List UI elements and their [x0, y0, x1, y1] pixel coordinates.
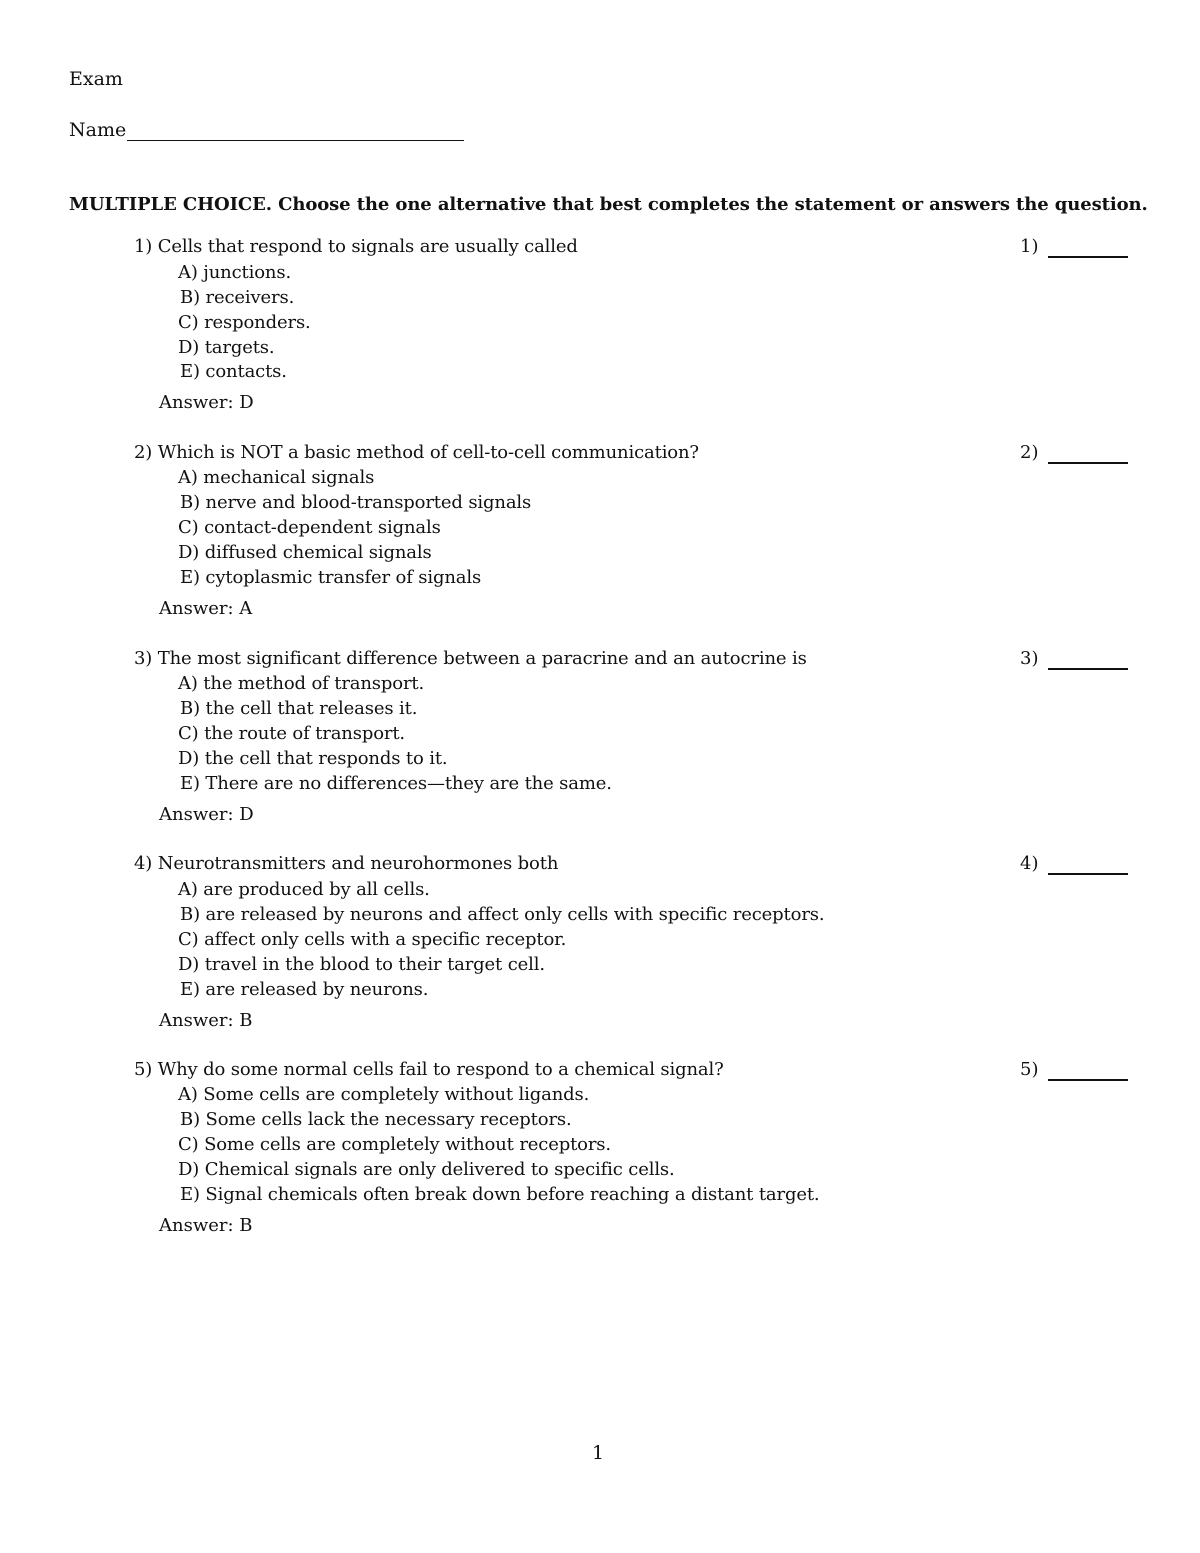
option-a: A) Some cells are completely without ligands.: [178, 1084, 590, 1105]
question-5: [0, 1059, 1200, 1259]
option-c: C) Some cells are completely without receptors.: [178, 1134, 611, 1155]
name-line: [69, 119, 464, 141]
question-1: [0, 236, 1200, 436]
option-d: D) the cell that responds to it.: [178, 748, 448, 769]
answer-blank: [1048, 1079, 1128, 1081]
option-c: C) contact-dependent signals: [178, 517, 441, 538]
answer-key: Answer: D: [159, 804, 254, 825]
option-d: D) travel in the blood to their target cell.: [178, 954, 545, 975]
question-stem: 1) Cells that respond to signals are usually called: [134, 236, 578, 257]
option-b: B) nerve and blood-transported signals: [180, 492, 532, 513]
option-d: D) targets.: [178, 337, 275, 358]
name-blank: [127, 120, 464, 141]
option-b: B) the cell that releases it.: [180, 698, 418, 719]
question-stem: 2) Which is NOT a basic method of cell-to-cell communication?: [134, 442, 699, 463]
option-b: B) receivers.: [180, 287, 295, 308]
answer-key: Answer: A: [159, 598, 253, 619]
answer-key: Answer: B: [159, 1010, 253, 1031]
answer-number: 3): [1020, 648, 1039, 669]
option-b: B) are released by neurons and affect only cells with specific receptors.: [180, 904, 825, 925]
answer-blank: [1048, 873, 1128, 875]
option-e: E) contacts.: [180, 361, 287, 382]
option-e: E) are released by neurons.: [180, 979, 429, 1000]
answer-blank: [1048, 256, 1128, 258]
option-c: C) responders.: [178, 312, 311, 333]
answer-number: 4): [1020, 853, 1039, 874]
option-d: D) Chemical signals are only delivered to specific cells.: [178, 1159, 675, 1180]
instructions: MULTIPLE CHOICE. Choose the one alternative that best completes the statement or answers the question.: [69, 194, 1148, 215]
answer-number: 2): [1020, 442, 1039, 463]
option-b: B) Some cells lack the necessary receptors.: [180, 1109, 572, 1130]
question-4: [0, 853, 1200, 1053]
question-stem: 3) The most significant difference between a paracrine and an autocrine is: [134, 648, 807, 669]
question-3: [0, 648, 1200, 848]
option-a: A) the method of transport.: [178, 673, 425, 694]
option-a: A) are produced by all cells.: [178, 879, 430, 900]
question-stem: 5) Why do some normal cells fail to respond to a chemical signal?: [134, 1059, 724, 1080]
page-number: 1: [592, 1442, 605, 1464]
option-d: D) diffused chemical signals: [178, 542, 432, 563]
question-stem: 4) Neurotransmitters and neurohormones both: [134, 853, 559, 874]
option-a: A) junctions.: [178, 262, 292, 283]
answer-number: 5): [1020, 1059, 1039, 1080]
name-label: Name: [69, 119, 127, 141]
answer-blank: [1048, 668, 1128, 670]
answer-blank: [1048, 462, 1128, 464]
option-c: C) the route of transport.: [178, 723, 405, 744]
exam-title: Exam: [69, 68, 123, 90]
answer-key: Answer: B: [159, 1215, 253, 1236]
option-e: E) cytoplasmic transfer of signals: [180, 567, 482, 588]
option-c: C) affect only cells with a specific receptor.: [178, 929, 567, 950]
option-a: A) mechanical signals: [178, 467, 375, 488]
option-e: E) Signal chemicals often break down before reaching a distant target.: [180, 1184, 820, 1205]
answer-key: Answer: D: [159, 392, 254, 413]
answer-number: 1): [1020, 236, 1039, 257]
question-2: [0, 442, 1200, 642]
option-e: E) There are no differences—they are the same.: [180, 773, 612, 794]
